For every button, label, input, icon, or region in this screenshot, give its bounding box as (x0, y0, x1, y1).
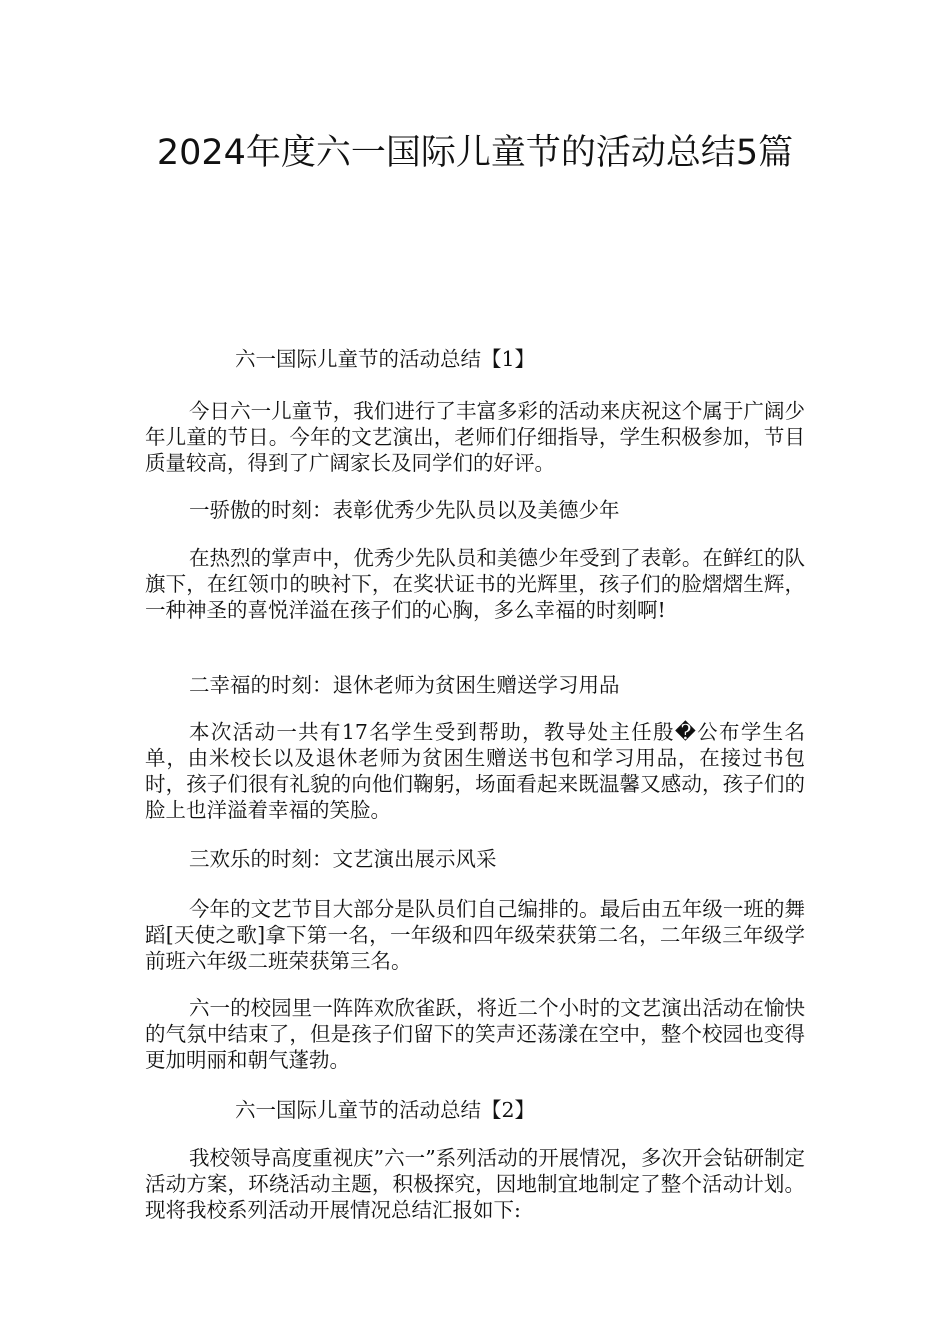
section-heading-1: 六一国际儿童节的活动总结【1】 (235, 347, 536, 371)
body-paragraph: 本次活动一共有17名学生受到帮助，教导处主任殷�公布学生名单，由米校长以及退休老师为贫困生赠送书包和学习用品，在接过书包时，孩子们很有礼貌的向他们鞠躬，场面看起来既温馨又感动，孩子们的脸上也洋溢着幸福的笑脸。 (145, 720, 805, 822)
body-paragraph: 今年的文艺节目大部分是队员们自己编排的。最后由五年级一班的舞蹈[天使之歌]拿下第一名，一年级和四年级荣获第二名，二年级三年级学前班六年级二班荣获第三名。 (145, 897, 805, 973)
body-paragraph: 一骄傲的时刻：表彰优秀少先队员以及美德少年 (189, 498, 620, 522)
body-paragraph: 在热烈的掌声中，优秀少先队员和美德少年受到了表彰。在鲜红的队旗下，在红领巾的映衬下，在奖状证书的光辉里，孩子们的脸熠熠生辉，一种神圣的喜悦洋溢在孩子们的心胸，多么幸福的时刻啊! (145, 546, 805, 622)
body-paragraph: 三欢乐的时刻：文艺演出展示风采 (189, 847, 497, 871)
document-title: 2024年度六一国际儿童节的活动总结5篇 (156, 133, 794, 173)
body-paragraph: 今日六一儿童节，我们进行了丰富多彩的活动来庆祝这个属于广阔少年儿童的节日。今年的文艺演出，老师们仔细指导，学生积极参加，节目质量较高，得到了广阔家长及同学们的好评。 (145, 399, 805, 475)
body-paragraph: 六一的校园里一阵阵欢欣雀跃，将近二个小时的文艺演出活动在愉快的气氛中结束了，但是孩子们留下的笑声还荡漾在空中，整个校园也变得更加明丽和朝气蓬勃。 (145, 996, 805, 1072)
body-paragraph: 二幸福的时刻：退休老师为贫困生赠送学习用品 (189, 673, 620, 697)
section-heading-2: 六一国际儿童节的活动总结【2】 (235, 1098, 536, 1122)
body-paragraph: 我校领导高度重视庆”六一”系列活动的开展情况，多次开会钻研制定活动方案，环绕活动主题，积极探究，因地制宜地制定了整个活动计划。现将我校系列活动开展情况总结汇报如下: (145, 1146, 805, 1222)
